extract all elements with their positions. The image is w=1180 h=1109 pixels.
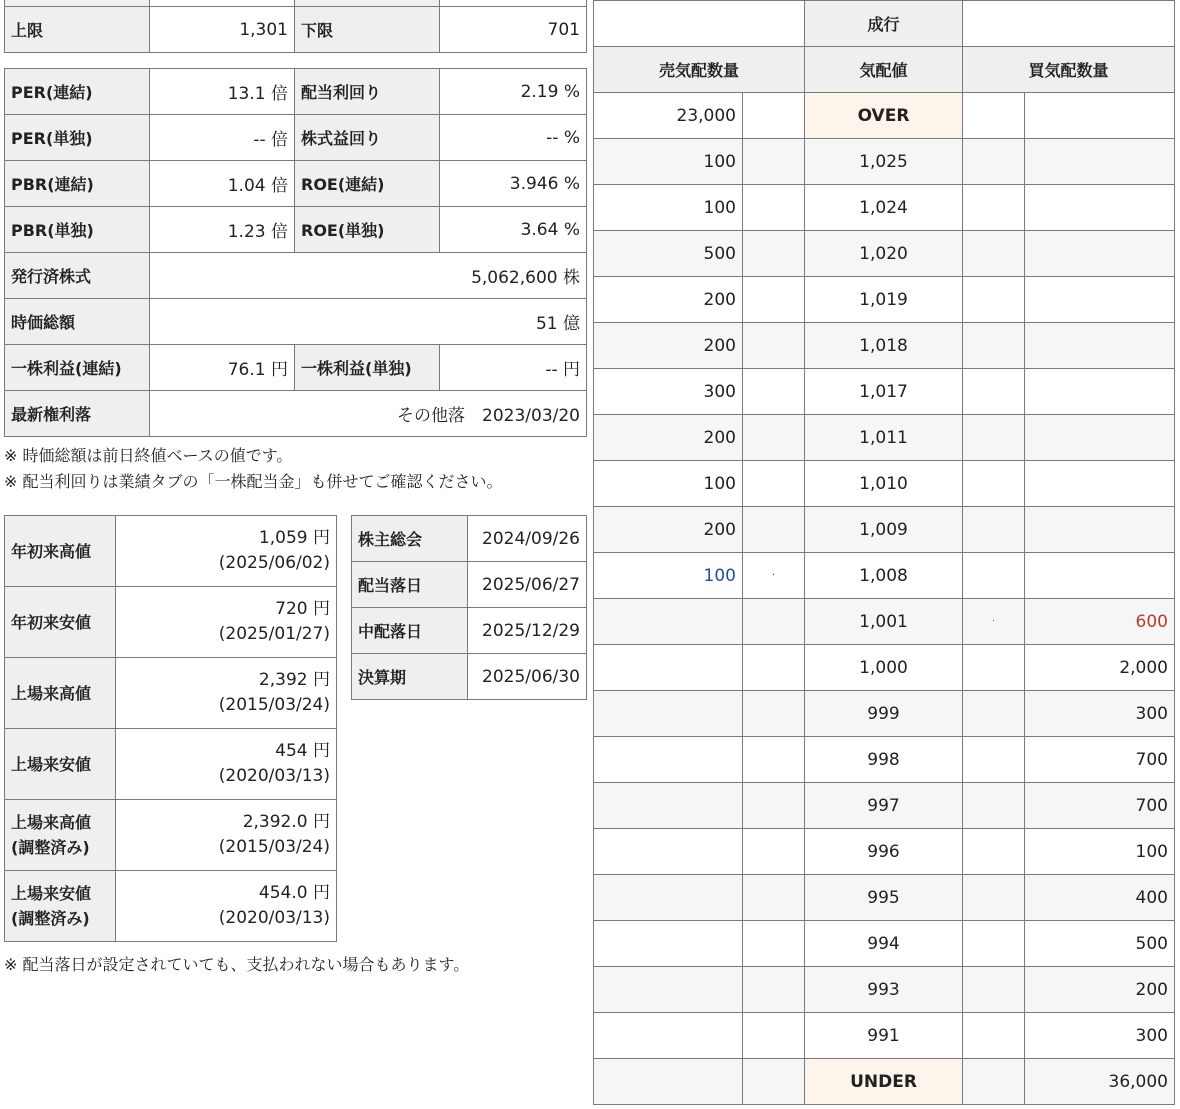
upper-limit-label: 上限 — [5, 7, 150, 53]
event-label: 決算期 — [352, 654, 468, 700]
buy-quantity: 100 — [1025, 829, 1175, 875]
eps-standalone-label: 一株利益(単独) — [295, 345, 440, 391]
order-book-row — [594, 691, 1175, 737]
buy-quantity: 300 — [1025, 1013, 1175, 1059]
buy-mark — [963, 691, 1025, 737]
high-low-price: 1,059 円 — [258, 528, 330, 548]
high-low-label-line: (調整済み) — [11, 838, 90, 857]
buy-mark — [963, 875, 1025, 921]
high-low-label-line: 上場来高値 — [11, 813, 92, 832]
high-low-row — [5, 658, 337, 729]
sell-quantity — [594, 783, 743, 829]
order-book-row — [594, 323, 1175, 369]
sell-quantity — [594, 967, 743, 1013]
high-low-price: 454 円 — [275, 741, 330, 761]
buy-quantity: 600 — [1025, 599, 1175, 645]
buy-quantity: 200 — [1025, 967, 1175, 1013]
roe-standalone-value: 3.64 % — [440, 207, 587, 253]
high-low-label — [5, 587, 116, 658]
event-date: 2025/12/29 — [468, 608, 587, 654]
buy-mark — [963, 645, 1025, 691]
event-row — [352, 562, 587, 608]
sell-quantity: 200 — [594, 507, 743, 553]
market-cap-label: 時価総額 — [5, 299, 150, 345]
high-low-row — [5, 729, 337, 800]
high-low-label — [5, 800, 116, 871]
buy-quantity — [1025, 553, 1175, 599]
buy-mark — [963, 185, 1025, 231]
high-low-label — [5, 729, 116, 800]
order-book-row — [594, 783, 1175, 829]
buy-mark — [963, 93, 1025, 139]
high-low-label-line: 上場来安値 — [11, 884, 92, 903]
event-date: 2025/06/27 — [468, 562, 587, 608]
order-book-row — [594, 645, 1175, 691]
high-low-date: (2025/01/27) — [218, 624, 330, 644]
price-limits-table — [4, 0, 587, 53]
high-low-price: 2,392.0 円 — [242, 812, 330, 832]
high-low-label-line: 上場来安値 — [11, 754, 92, 774]
price-level: 1,011 — [805, 415, 963, 461]
sell-quantity: 200 — [594, 323, 743, 369]
high-low-date: (2020/03/13) — [218, 908, 330, 928]
price-level: UNDER — [805, 1059, 963, 1105]
roe-consolidated-label: ROE(連結) — [295, 161, 440, 207]
eps-consolidated-value: 76.1 円 — [150, 345, 295, 391]
pbr-consolidated-label: PBR(連結) — [5, 161, 150, 207]
price-level: 998 — [805, 737, 963, 783]
event-row — [352, 608, 587, 654]
buy-mark — [963, 967, 1025, 1013]
sell-mark — [743, 277, 805, 323]
high-low-label-line: (調整済み) — [11, 909, 90, 928]
sell-quantity — [594, 691, 743, 737]
event-row — [352, 654, 587, 700]
order-book-row — [594, 277, 1175, 323]
high-low-row — [5, 800, 337, 871]
buy-mark — [963, 1013, 1025, 1059]
buy-quantity: 2,000 — [1025, 645, 1175, 691]
buy-mark — [963, 737, 1025, 783]
buy-quantity — [1025, 185, 1175, 231]
high-low-row — [5, 516, 337, 587]
buy-quantity — [1025, 231, 1175, 277]
buy-quantity — [1025, 277, 1175, 323]
sell-quantity: 200 — [594, 277, 743, 323]
order-book-row — [594, 185, 1175, 231]
sell-quantity — [594, 875, 743, 921]
buy-mark: · — [963, 599, 1025, 645]
event-label: 株主総会 — [352, 516, 468, 562]
price-level: 997 — [805, 783, 963, 829]
shares-outstanding-label: 発行済株式 — [5, 253, 150, 299]
highs-lows-table — [4, 515, 337, 942]
order-book-row — [594, 461, 1175, 507]
buy-quantity: 36,000 — [1025, 1059, 1175, 1105]
price-level: 993 — [805, 967, 963, 1013]
earnings-yield-value: -- % — [440, 115, 587, 161]
high-low-row — [5, 587, 337, 658]
sell-mark: · — [743, 553, 805, 599]
lower-limit-value: 701 — [440, 7, 587, 53]
order-book-row — [594, 369, 1175, 415]
price-level: 1,001 — [805, 599, 963, 645]
sell-mark — [743, 415, 805, 461]
sell-mark — [743, 461, 805, 507]
high-low-value — [116, 658, 337, 729]
sell-quantity — [594, 829, 743, 875]
buy-mark — [963, 553, 1025, 599]
order-book-blank-left — [594, 1, 805, 47]
buy-quantity — [1025, 461, 1175, 507]
buy-quantity — [1025, 369, 1175, 415]
buy-quantity — [1025, 323, 1175, 369]
buy-quantity — [1025, 139, 1175, 185]
order-book-row — [594, 1013, 1175, 1059]
buy-quantity: 400 — [1025, 875, 1175, 921]
sell-mark — [743, 829, 805, 875]
order-book-row — [594, 507, 1175, 553]
buy-mark — [963, 139, 1025, 185]
order-book-row — [594, 415, 1175, 461]
sell-quantity — [594, 645, 743, 691]
high-low-label — [5, 516, 116, 587]
sell-quantity — [594, 737, 743, 783]
sell-quantity — [594, 921, 743, 967]
roe-standalone-label: ROE(単独) — [295, 207, 440, 253]
price-level: 1,010 — [805, 461, 963, 507]
high-low-label-line: 上場来高値 — [11, 683, 92, 703]
upper-limit-value: 1,301 — [150, 7, 295, 53]
sell-mark — [743, 737, 805, 783]
roe-consolidated-value: 3.946 % — [440, 161, 587, 207]
high-low-date: (2015/03/24) — [218, 837, 330, 857]
market-order-label: 成行 — [805, 1, 963, 47]
high-low-label — [5, 658, 116, 729]
order-book-row — [594, 921, 1175, 967]
event-row — [352, 516, 587, 562]
high-low-label-line: 年初来高値 — [11, 541, 92, 561]
high-low-value — [116, 800, 337, 871]
sell-quantity-header: 売気配数量 — [594, 47, 805, 93]
high-low-value — [116, 729, 337, 800]
price-level: 1,008 — [805, 553, 963, 599]
sell-mark — [743, 691, 805, 737]
order-book-row — [594, 875, 1175, 921]
price-level: 999 — [805, 691, 963, 737]
price-level: 1,019 — [805, 277, 963, 323]
sell-mark — [743, 185, 805, 231]
buy-quantity — [1025, 93, 1175, 139]
sell-mark — [743, 507, 805, 553]
high-low-value — [116, 587, 337, 658]
high-low-label — [5, 871, 116, 942]
sell-quantity: 100 — [594, 139, 743, 185]
order-book-row — [594, 967, 1175, 1013]
buy-mark — [963, 921, 1025, 967]
eps-consolidated-label: 一株利益(連結) — [5, 345, 150, 391]
sell-mark — [743, 875, 805, 921]
buy-mark — [963, 415, 1025, 461]
ex-dividend-note: ※ 配当落日が設定されていても、支払われない場合もあります。 — [4, 955, 470, 974]
price-level: 1,017 — [805, 369, 963, 415]
eps-standalone-value: -- 円 — [440, 345, 587, 391]
buy-quantity: 300 — [1025, 691, 1175, 737]
pbr-standalone-value: 1.23 倍 — [150, 207, 295, 253]
buy-quantity: 500 — [1025, 921, 1175, 967]
event-label: 配当落日 — [352, 562, 468, 608]
indicators-table — [4, 68, 587, 437]
price-level: 1,018 — [805, 323, 963, 369]
buy-mark — [963, 829, 1025, 875]
price-level: 1,009 — [805, 507, 963, 553]
price-level: 1,020 — [805, 231, 963, 277]
buy-quantity-header: 買気配数量 — [963, 47, 1175, 93]
sell-mark — [743, 369, 805, 415]
high-low-value — [116, 516, 337, 587]
per-standalone-value: -- 倍 — [150, 115, 295, 161]
price-level: 1,025 — [805, 139, 963, 185]
sell-quantity: 23,000 — [594, 93, 743, 139]
sell-quantity — [594, 599, 743, 645]
high-low-date: (2020/03/13) — [218, 766, 330, 786]
price-level: 995 — [805, 875, 963, 921]
buy-mark — [963, 507, 1025, 553]
buy-quantity: 700 — [1025, 783, 1175, 829]
order-book-table — [593, 0, 1175, 1105]
high-low-row — [5, 871, 337, 942]
buy-mark — [963, 1059, 1025, 1105]
high-low-price: 2,392 円 — [258, 670, 330, 690]
sell-mark — [743, 645, 805, 691]
sell-quantity: 100 — [594, 185, 743, 231]
buy-quantity: 700 — [1025, 737, 1175, 783]
shares-outstanding-value: 5,062,600 株 — [150, 253, 587, 299]
sell-quantity: 500 — [594, 231, 743, 277]
high-low-value — [116, 871, 337, 942]
high-low-date: (2015/03/24) — [218, 695, 330, 715]
lower-limit-label: 下限 — [295, 7, 440, 53]
dividend-yield-value: 2.19 % — [440, 69, 587, 115]
high-low-price: 454.0 円 — [258, 883, 330, 903]
price-level: 1,024 — [805, 185, 963, 231]
sell-quantity — [594, 1013, 743, 1059]
latest-rights-label: 最新権利落 — [5, 391, 150, 437]
sell-mark — [743, 921, 805, 967]
sell-quantity: 100 — [594, 553, 743, 599]
market-cap-note: ※ 時価総額は前日終値ベースの値です。 — [4, 446, 293, 465]
sell-mark — [743, 783, 805, 829]
price-level: 1,000 — [805, 645, 963, 691]
order-book-row — [594, 737, 1175, 783]
order-book-row — [594, 93, 1175, 139]
latest-rights-value: その他落 2023/03/20 — [150, 391, 587, 437]
per-standalone-label: PER(単独) — [5, 115, 150, 161]
order-book-row — [594, 829, 1175, 875]
buy-mark — [963, 461, 1025, 507]
price-level: OVER — [805, 93, 963, 139]
high-low-price: 720 円 — [275, 599, 330, 619]
order-book-row — [594, 553, 1175, 599]
pbr-consolidated-value: 1.04 倍 — [150, 161, 295, 207]
pbr-standalone-label: PBR(単独) — [5, 207, 150, 253]
event-label: 中配落日 — [352, 608, 468, 654]
sell-mark — [743, 1059, 805, 1105]
dividend-note: ※ 配当利回りは業績タブの「一株配当金」も併せてご確認ください。 — [4, 472, 503, 491]
price-header: 気配値 — [805, 47, 963, 93]
sell-quantity: 100 — [594, 461, 743, 507]
buy-mark — [963, 277, 1025, 323]
buy-mark — [963, 369, 1025, 415]
high-low-date: (2025/06/02) — [218, 553, 330, 573]
sell-mark — [743, 967, 805, 1013]
sell-mark — [743, 1013, 805, 1059]
sell-mark — [743, 323, 805, 369]
buy-mark — [963, 783, 1025, 829]
sell-mark — [743, 231, 805, 277]
event-date: 2024/09/26 — [468, 516, 587, 562]
buy-quantity — [1025, 415, 1175, 461]
buy-quantity — [1025, 507, 1175, 553]
price-level: 994 — [805, 921, 963, 967]
per-consolidated-value: 13.1 倍 — [150, 69, 295, 115]
market-cap-value: 51 億 — [150, 299, 587, 345]
order-book-row — [594, 139, 1175, 185]
sell-quantity: 200 — [594, 415, 743, 461]
buy-mark — [963, 323, 1025, 369]
price-level: 996 — [805, 829, 963, 875]
sell-quantity: 300 — [594, 369, 743, 415]
sell-mark — [743, 93, 805, 139]
order-book-row — [594, 599, 1175, 645]
sell-mark — [743, 139, 805, 185]
dividend-yield-label: 配当利回り — [295, 69, 440, 115]
order-book-row — [594, 231, 1175, 277]
order-book-row — [594, 1059, 1175, 1105]
sell-quantity — [594, 1059, 743, 1105]
earnings-yield-label: 株式益回り — [295, 115, 440, 161]
event-date: 2025/06/30 — [468, 654, 587, 700]
high-low-label-line: 年初来安値 — [11, 612, 92, 632]
events-table — [351, 515, 587, 700]
per-consolidated-label: PER(連結) — [5, 69, 150, 115]
buy-mark — [963, 231, 1025, 277]
price-level: 991 — [805, 1013, 963, 1059]
order-book-blank-right — [963, 1, 1175, 47]
sell-mark — [743, 599, 805, 645]
